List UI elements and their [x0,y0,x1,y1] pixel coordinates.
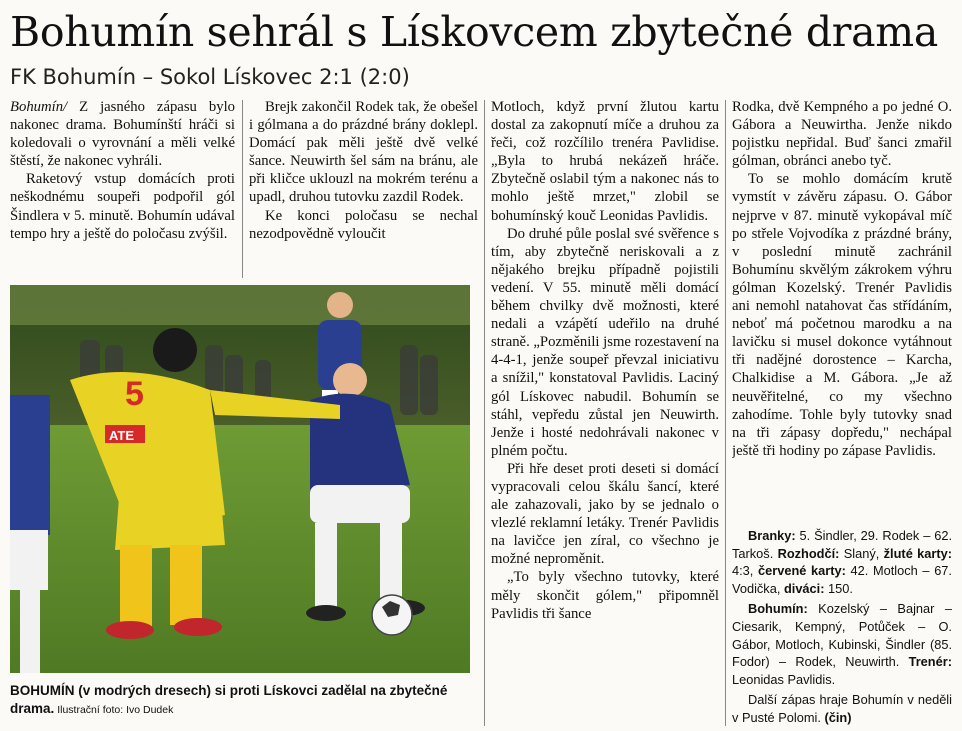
paragraph: Ke konci poločasu se nechal nezodpovědně vyloučit [249,207,478,242]
column-divider [725,100,726,726]
paragraph: Rodka, dvě Kempného a po jedné O. Gábora a Neuwirtha. Jenže nikdo pojistku nepřidal. Buď šanci zmařil gólman, obránci anebo tyč. [732,99,952,170]
paragraph: Brejk zakončil Rodek tak, že obešel i gólmana a do prázdné brány doklepl. Domácí pak měli ještě dvě velké šance. Neuwirth šel sám na bránu, ale při kličce uklouzl na mokrém terénu a upadl, druhou tutovku zazdil Rodek. [249,99,478,206]
stats-label: Branky: [748,528,796,543]
stats-value: Leonidas Pavlidis. [732,671,836,687]
photo-credit: Ilustrační foto: Ivo Dudek [54,704,174,716]
stats-value: Slaný, [839,545,880,561]
stats-value: 150. [824,580,853,596]
paragraph-text: Z jasného zápasu bylo nakonec drama. Bohumínští hráči si koledovali o vyrovnání a měli velké štěstí, že nakonec vyhráli. [10,99,235,170]
paragraph: Do druhé půle poslal své svěřence s tím, aby zbytečně neriskovali a z nějakého brejku případně pojistili vedení. V 55. minutě měli domácí během chvilky dvě možnosti, které nedali a vzápětí udeřilo na druhé straně. „Pozměnili jsme rozestavení na 4-4-1, jenže soupeř převzal iniciativu a snížil," konstatoval Pavlidis. Laciný gól Lískovec nabudil. Bohumín se stáhl, vepředu zůstal jen Neuwirth. Jenže i hosté nedohrávali nakonec v plném počtu. [491,225,719,459]
jersey-number: 5 [125,375,144,413]
stats-value: Kozelský – Bajnar – Ciesarik, Kempný, Potůček – O. Gábor, Motloch, Kubinski, Šindler (85. Fodor) – Rodek, Neuwirth. [732,601,952,670]
paragraph: Při hře deset proti deseti si domácí vypracovali celou škálu šancí, které ale zahazovali, jako by se jednalo o vlezlé reklamní letáky. Trenér Pavlidis na lavičce jen zíral, co všechno je možné neproměnit. [491,460,719,568]
paragraph [10,98,235,170]
dateline: Bohumín/ [10,99,68,115]
paragraph: To se mohlo domácím krutě vymstít v závěru zápasu. O. Gábor nejprve v 87. minutě vykopával míč po střele Vojvodíka z prázdné brány, v poslední minutě zachránil Bohumínu skvělým zákrokem výhru gólman Kozelský. Trenér Pavlidis ani nemohl natahovat čas střídáním, neboť má početnou marodku a na lavičku si musel dokonce vytáhnout tři nadějné dorostence – Karcha, Chalkidise a M. Gábora. „Je až neuvěřitelné, co my všechno zahodíme. Tohle byly tutovky snad na tři zápasy dopředu," nechápal ještě tři hodiny po zápase Pavlidis. [732,171,952,459]
stats-label: červené karty: [753,563,846,579]
article-column-4 [732,98,952,523]
match-photo [10,285,470,673]
photo-caption [10,682,470,719]
next-match-line [732,691,952,726]
stats-label: diváci: [780,580,825,596]
column-divider [484,100,485,726]
article-column-1 [10,98,235,278]
article-column-3 [491,98,719,726]
paragraph: Motloch, když první žlutou kartu dostal za zakopnutí míče a druhou za řeči, což rozčílilo trenéra Pavlidise. „Byla to hrubá nekázeň hráče. Zbytečně oslabil tým a nakonec nás to mohlo ještě mrzet," zlobil se bohumínský kouč Leonidas Pavlidis. [491,99,719,224]
column-divider [242,100,243,278]
match-stats-box [732,527,952,727]
paragraph: Raketový vstup domácích proti neškodnému soupeři podpořil gól Šindlera v 5. minutě. Bohumín udával tempo hry a ještě do poločasu zvýšil. [10,171,235,242]
caption-text: (v modrých dresech) si proti Lískovci zadělal na zbytečné drama. [10,683,448,716]
paragraph: „To byly všechno tutovky, které měly skončit gólem," připomněl Pavlidis tři šance [491,569,719,622]
stats-value: 42. Motloch – 67. Vodička, [732,563,952,596]
match-result-subheadline: FK Bohumín – Sokol Lískovec 2:1 (2:0) [10,65,410,89]
author-signature: (čin) [824,709,852,725]
stats-label: žluté karty: [879,545,952,561]
caption-lead: BOHUMÍN [10,683,75,698]
headline: Bohumín sehrál s Lískovcem zbytečné drama [10,8,938,56]
football [372,595,412,635]
stats-label: Bohumín: [748,601,808,617]
next-match-text: Další zápas hraje Bohumín v neděli v Pusté Polomi. [732,692,952,725]
lineup-line [732,600,952,688]
stats-value: 5. Šindler, 29. Rodek – 62. Tarkoš. [732,528,952,561]
football-scene-illustration [10,285,470,673]
stats-line [732,527,952,597]
jersey-sponsor: ATE [109,428,135,443]
stats-label: Trenér: [899,654,952,670]
article-column-2 [249,98,478,278]
stats-label: Rozhodčí: [773,545,840,561]
stats-value: 4:3, [732,563,754,579]
